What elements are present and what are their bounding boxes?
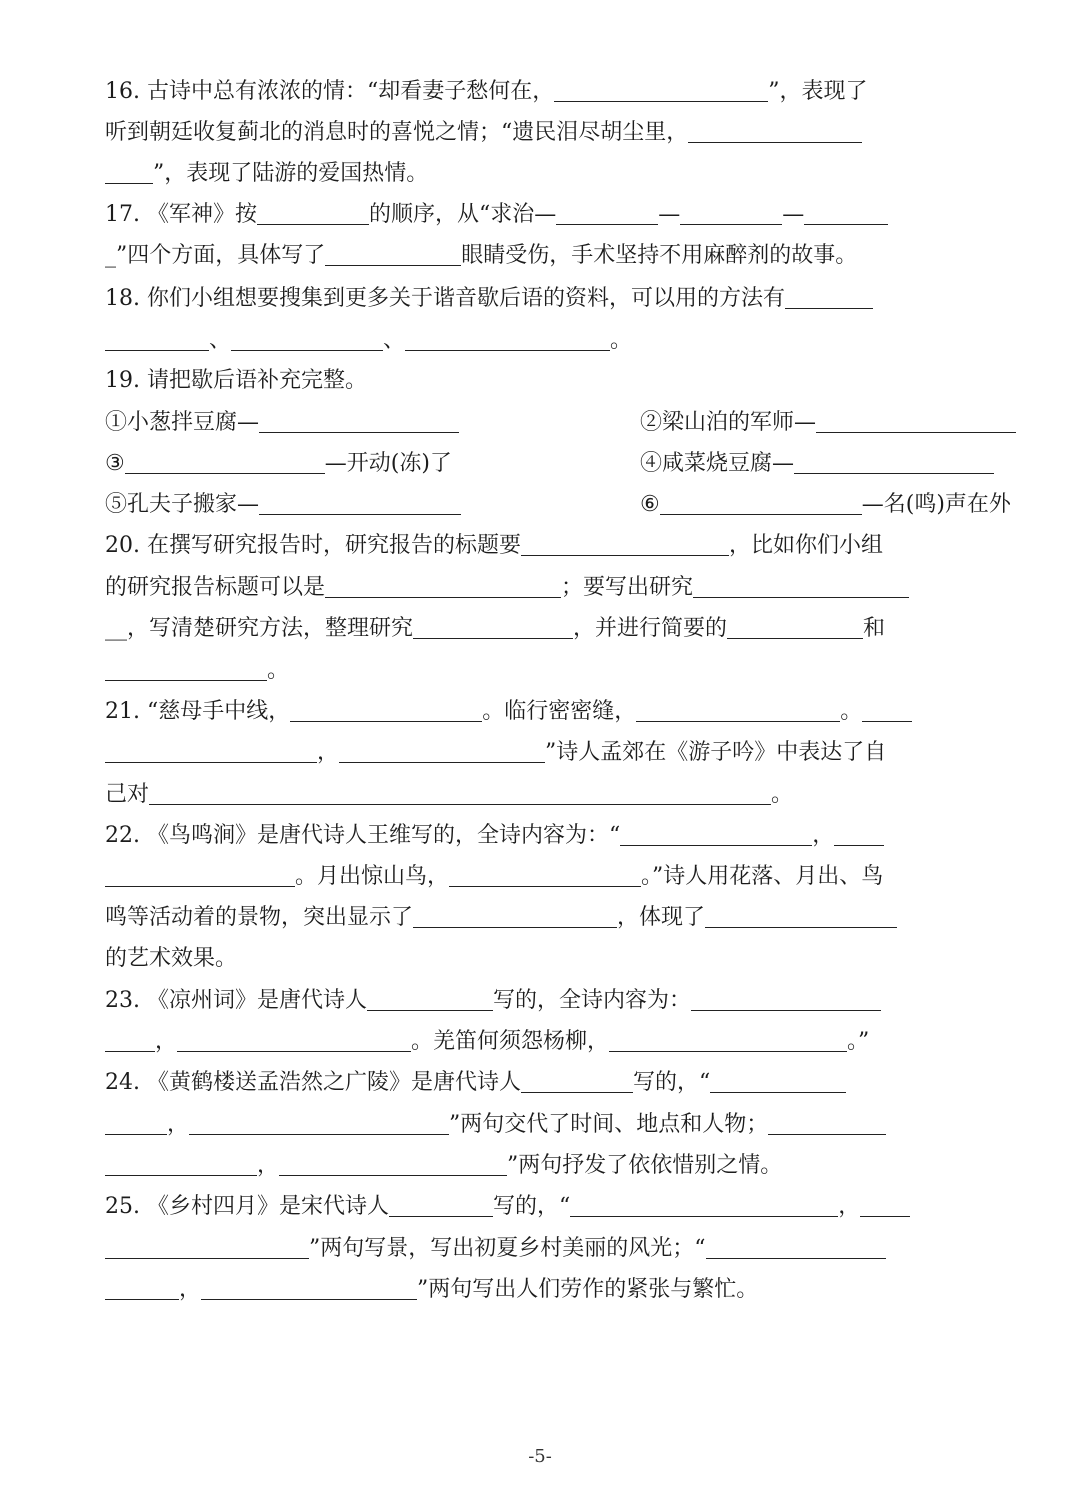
q20-blank-5[interactable] xyxy=(727,616,863,639)
q20-blank-2[interactable] xyxy=(325,575,561,598)
q25-blank-3-cont[interactable] xyxy=(105,1236,309,1259)
q23-line1 xyxy=(105,986,881,1016)
q20-line3 xyxy=(105,614,885,644)
q16-line2 xyxy=(105,118,862,148)
q19-blank-4[interactable] xyxy=(794,451,994,474)
q21-line1 xyxy=(105,697,912,727)
q19-row3 xyxy=(105,490,1011,520)
q19-item2-wrap xyxy=(640,408,1016,438)
q21-text-b: 。临行密密缝， xyxy=(482,699,637,724)
q21-blank-3-cont[interactable] xyxy=(105,740,317,763)
q24-blank-5[interactable] xyxy=(279,1153,507,1176)
q25-blank-4[interactable] xyxy=(706,1236,886,1259)
q24-blank-3[interactable] xyxy=(189,1112,449,1135)
q24-blank-4-cont[interactable] xyxy=(105,1153,257,1176)
q20-blank-4[interactable] xyxy=(413,616,573,639)
q19-blank-3[interactable] xyxy=(125,451,325,474)
q24-text-c: ， xyxy=(167,1112,190,1137)
q25-text-a: 25. 《乡村四月》是宋代诗人 xyxy=(105,1194,389,1219)
q22-blank-1[interactable] xyxy=(620,823,812,846)
q23-blank-4[interactable] xyxy=(609,1029,847,1052)
q20-text-e: __，写清楚研究方法，整理研究 xyxy=(105,616,414,641)
q25-blank-1[interactable] xyxy=(389,1194,493,1217)
q21-text-e: ”诗人孟郊在《游子吟》中表达了自 xyxy=(545,740,887,765)
q18-blank-3[interactable] xyxy=(231,328,383,351)
q17-blank-4[interactable] xyxy=(804,202,888,225)
q19-blank-2[interactable] xyxy=(816,410,1016,433)
q22-blank-2[interactable] xyxy=(834,823,884,846)
q16-blank-2-cont[interactable] xyxy=(105,161,153,184)
q22-blank-5[interactable] xyxy=(705,905,897,928)
q24-line1 xyxy=(105,1068,846,1098)
q25-text-e: ， xyxy=(179,1277,202,1302)
q19-title-text: 19. 请把歇后语补充完整。 xyxy=(105,368,367,393)
q19-title xyxy=(105,366,367,396)
q17-line1 xyxy=(105,200,888,230)
page-number: -5- xyxy=(528,1446,552,1467)
q21-text-a: 21. “慈母手中线， xyxy=(105,699,291,724)
q16-text-c: 听到朝廷收复蓟北的消息时的喜悦之情；“遗民泪尽胡尘里， xyxy=(105,120,689,145)
q22-text-a: 22. 《鸟鸣涧》是唐代诗人王维写的，全诗内容为：“ xyxy=(105,823,621,848)
q18-end: 。 xyxy=(610,328,633,353)
q20-line2 xyxy=(105,573,909,603)
q17-text-c: — xyxy=(658,202,681,227)
q23-text-c: ， xyxy=(155,1029,178,1054)
q21-text-f: 己对 xyxy=(105,782,150,807)
q25-line1 xyxy=(105,1192,910,1222)
q23-text-d: 。羌笛何须怨杨柳， xyxy=(411,1029,610,1054)
q17-text-a: 17. 《军神》按 xyxy=(105,202,257,227)
q23-blank-3[interactable] xyxy=(177,1029,411,1052)
q18-line1 xyxy=(105,284,873,314)
q17-line2 xyxy=(105,241,857,271)
q18-sep-1: 、 xyxy=(209,328,232,353)
q24-text-d: ”两句交代了时间、地点和人物； xyxy=(449,1112,769,1137)
q16-text-d: ”，表现了陆游的爱国热情。 xyxy=(153,161,429,186)
q21-line2 xyxy=(105,738,886,768)
q22-text-b: ， xyxy=(812,823,835,848)
q19-item6-a: ⑥ xyxy=(640,492,660,517)
q21-blank-3[interactable] xyxy=(862,699,912,722)
q20-line4 xyxy=(105,656,289,686)
q22-blank-4[interactable] xyxy=(413,905,617,928)
q19-item3-b: —开动(冻)了 xyxy=(324,451,452,476)
q18-line2 xyxy=(105,326,632,356)
q16-line1 xyxy=(105,77,867,107)
q22-text-c: 。月出惊山鸟， xyxy=(295,864,450,889)
q23-line2 xyxy=(105,1027,869,1057)
q25-text-c: ， xyxy=(838,1194,861,1219)
q20-blank-1[interactable] xyxy=(521,533,729,556)
q16-blank-1[interactable] xyxy=(554,79,768,102)
q24-text-b: 写的，“ xyxy=(632,1070,711,1095)
q19-item6-b: —名(鸣)声在外 xyxy=(861,492,1011,517)
q17-blank-2[interactable] xyxy=(556,202,658,225)
q22-text-f: ，体现了 xyxy=(617,905,706,930)
q25-blank-3[interactable] xyxy=(860,1194,910,1217)
q25-blank-4-cont[interactable] xyxy=(105,1277,179,1300)
q24-text-a: 24. 《黄鹤楼送孟浩然之广陵》是唐代诗人 xyxy=(105,1070,521,1095)
q25-line3 xyxy=(105,1275,758,1305)
q25-blank-5[interactable] xyxy=(201,1277,417,1300)
q16-line3 xyxy=(105,159,428,189)
q21-blank-5[interactable] xyxy=(149,782,771,805)
q19-row2 xyxy=(105,449,985,479)
q24-text-f: ”两句抒发了依依惜别之情。 xyxy=(507,1153,783,1178)
q17-text-e: _”四个方面，具体写了 xyxy=(105,243,326,268)
q20-line1 xyxy=(105,531,883,561)
q20-blank-6[interactable] xyxy=(105,658,267,681)
q19-item5: ⑤孔夫子搬家— xyxy=(105,492,260,517)
q24-line3 xyxy=(105,1151,782,1181)
q24-line2 xyxy=(105,1110,886,1140)
q20-text-b: ，比如你们小组 xyxy=(728,533,883,558)
q20-text-h: 。 xyxy=(267,658,290,683)
q20-text-g: 和 xyxy=(863,616,886,641)
q20-text-a: 20. 在撰写研究报告时，研究报告的标题要 xyxy=(105,533,521,558)
q16-blank-2[interactable] xyxy=(688,120,862,143)
q21-text-d: ， xyxy=(317,740,340,765)
q16-text-a: 16. 古诗中总有浓浓的情：“却看妻子愁何在， xyxy=(105,79,555,104)
q23-blank-2-cont[interactable] xyxy=(105,1029,155,1052)
q17-blank-1[interactable] xyxy=(257,202,369,225)
q18-sep-2: 、 xyxy=(383,328,406,353)
q25-text-b: 写的，“ xyxy=(492,1194,571,1219)
q24-blank-2-cont[interactable] xyxy=(105,1112,167,1135)
q24-blank-1[interactable] xyxy=(521,1070,633,1093)
q21-line3 xyxy=(105,780,793,810)
q24-blank-4[interactable] xyxy=(768,1112,886,1135)
q17-text-d: — xyxy=(782,202,805,227)
q19-item4-wrap xyxy=(640,449,994,479)
q23-text-e: 。” xyxy=(847,1029,870,1054)
q22-text-e: 鸣等活动着的景物，突出显示了 xyxy=(105,905,414,930)
q23-text-b: 写的，全诗内容为： xyxy=(492,988,691,1013)
q17-blank-3[interactable] xyxy=(680,202,782,225)
q17-text-b: 的顺序，从“求治— xyxy=(368,202,557,227)
q19-blank-5[interactable] xyxy=(259,492,461,515)
q22-line3 xyxy=(105,903,897,933)
q24-text-e: ， xyxy=(257,1153,280,1178)
q23-blank-1[interactable] xyxy=(367,988,493,1011)
q19-item6-wrap xyxy=(640,490,1011,520)
q19-item2: ②梁山泊的军师— xyxy=(640,410,817,435)
q18-blank-2[interactable] xyxy=(105,328,209,351)
q20-text-c: 的研究报告标题可以是 xyxy=(105,575,326,600)
q25-line2 xyxy=(105,1234,886,1264)
q22-line1 xyxy=(105,821,884,851)
q21-blank-1[interactable] xyxy=(290,699,482,722)
q21-text-g: 。 xyxy=(771,782,794,807)
q16-text-b: ”，表现了 xyxy=(768,79,868,104)
q20-blank-3[interactable] xyxy=(693,575,909,598)
q20-text-f: ，并进行简要的 xyxy=(573,616,728,641)
q24-blank-2[interactable] xyxy=(710,1070,846,1093)
q19-blank-6[interactable] xyxy=(660,492,862,515)
q19-blank-1[interactable] xyxy=(259,410,459,433)
q20-text-d: ；要写出研究 xyxy=(561,575,694,600)
q19-item4: ④咸菜烧豆腐— xyxy=(640,451,795,476)
q25-text-d: ”两句写景，写出初夏乡村美丽的风光；“ xyxy=(309,1236,706,1261)
q22-text-d: 。”诗人用花落、月出、鸟 xyxy=(641,864,884,889)
q22-blank-2-cont[interactable] xyxy=(105,864,295,887)
q21-blank-4[interactable] xyxy=(339,740,545,763)
q18-text-a: 18. 你们小组想要搜集到更多关于谐音歇后语的资料，可以用的方法有 xyxy=(105,286,785,311)
q22-text-g: 的艺术效果。 xyxy=(105,946,238,971)
q22-blank-3[interactable] xyxy=(449,864,641,887)
q18-blank-1[interactable] xyxy=(785,286,873,309)
q18-blank-4[interactable] xyxy=(405,328,610,351)
q22-line4 xyxy=(105,944,237,974)
q19-item1: ①小葱拌豆腐— xyxy=(105,410,260,435)
q25-blank-2[interactable] xyxy=(570,1194,838,1217)
q23-blank-2[interactable] xyxy=(691,988,881,1011)
q17-blank-5[interactable] xyxy=(325,243,461,266)
q23-text-a: 23. 《凉州词》是唐代诗人 xyxy=(105,988,367,1013)
q22-line2 xyxy=(105,862,883,892)
q21-blank-2[interactable] xyxy=(636,699,840,722)
q19-row1 xyxy=(105,408,985,438)
q17-text-f: 眼睛受伤，手术坚持不用麻醉剂的故事。 xyxy=(461,243,858,268)
q25-text-f: ”两句写出人们劳作的紧张与繁忙。 xyxy=(417,1277,759,1302)
q21-text-c: 。 xyxy=(840,699,863,724)
q19-item3-a: ③ xyxy=(105,451,125,476)
